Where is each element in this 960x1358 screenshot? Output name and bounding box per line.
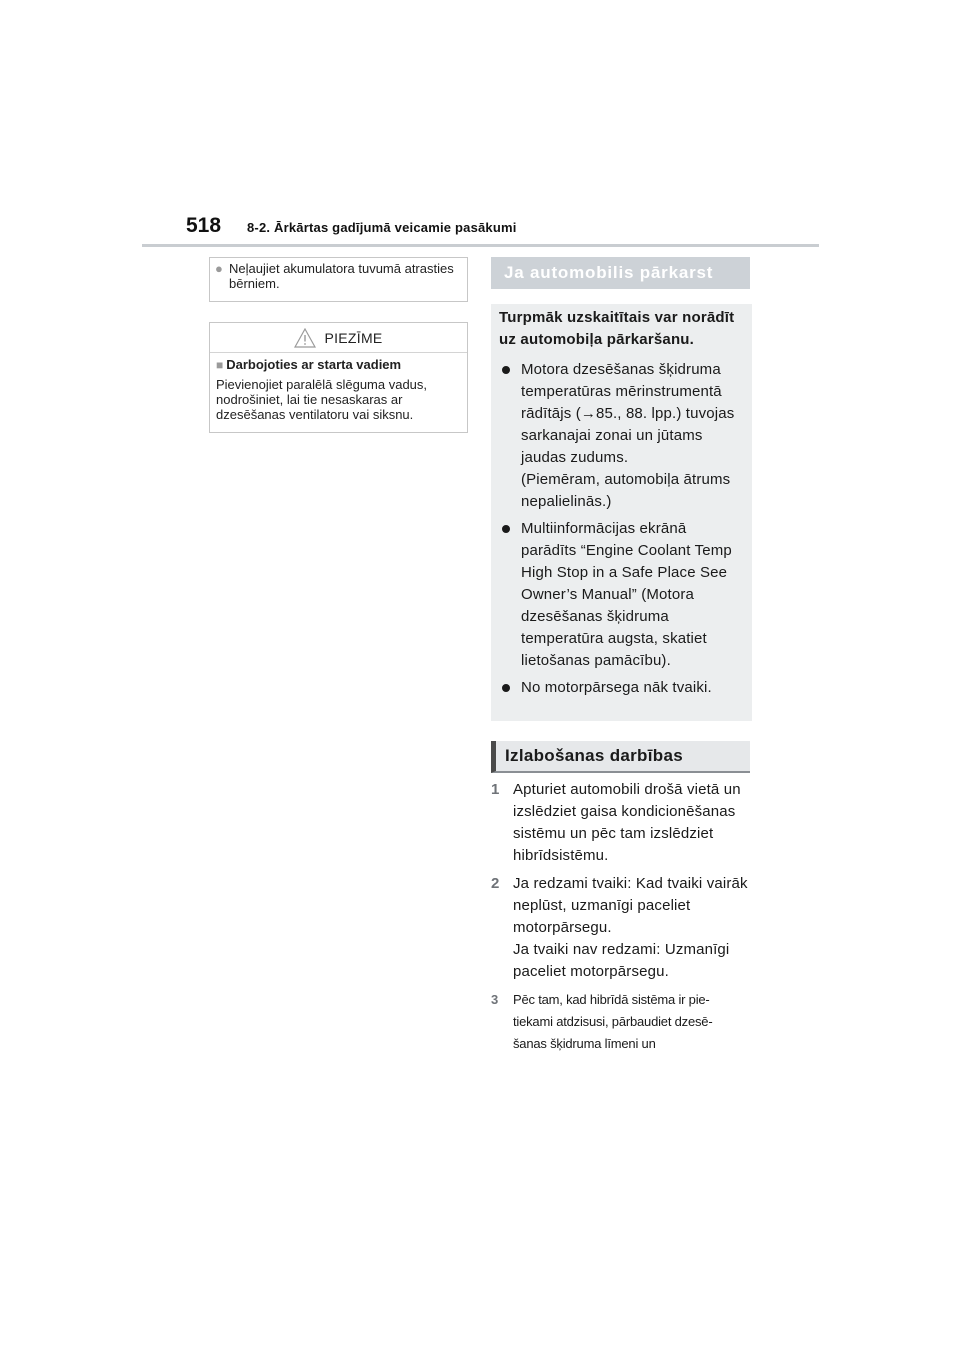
symptom-text: Multiinformācijas ekrānā parādīts “Engine Coolant Temp High Stop in a Safe Place See Owner’s Manual” (Motora dzesēšanas šķidruma temperatūra augsta, skatiet lietošanas pamācību). — [521, 520, 732, 669]
note-subheading-text: Darbojoties ar starta vadiem — [226, 357, 402, 372]
warning-item — [215, 261, 461, 291]
note-title: PIEZĪME — [324, 329, 383, 346]
bullet-dot-icon — [502, 525, 510, 533]
step-text: Ja redzami tvaiki: Kad tvaiki vairāk neplūst, uzmanīgi paceliet motorpārsegu. Ja tvaiki nav redzami: Uzmanīgi paceliet motorpārsegu. — [513, 875, 748, 980]
note-box — [209, 322, 468, 433]
bullet-dot-icon — [502, 366, 510, 374]
overheat-heading: Ja automobilis pārkarst — [491, 257, 750, 289]
step-number: 2 — [491, 875, 500, 892]
warning-continuation-box — [209, 257, 468, 302]
circle-bullet-icon: ● — [215, 261, 223, 276]
step-item — [491, 779, 761, 867]
step-number: 1 — [491, 781, 500, 798]
bullet-dot-icon — [502, 684, 510, 692]
symptom-item — [499, 677, 744, 699]
page-number: 518 — [186, 214, 222, 237]
note-text: Pievienojiet paralēlā slēguma vadus, nodrošiniet, lai tie nesaskaras ar dzesēšanas ventilatoru vai siksnu. — [216, 377, 428, 422]
corrective-actions-heading: Izlabošanas darbības — [491, 741, 750, 773]
symptom-item — [499, 518, 744, 672]
note-header — [210, 323, 467, 353]
overheat-symptoms-panel — [491, 304, 752, 721]
note-subheading — [216, 357, 461, 372]
symptom-item — [499, 359, 744, 513]
section-title: 8-2. Ārkārtas gadījumā veicamie pasākumi — [247, 220, 517, 235]
corrective-steps — [491, 779, 761, 1061]
symptom-text: No motorpārsega nāk tvaiki. — [521, 679, 712, 696]
step-item — [491, 989, 761, 1055]
step-number: 3 — [491, 992, 499, 1007]
caution-triangle-icon — [294, 328, 316, 348]
step-item — [491, 873, 761, 983]
step-text: Pēc tam, kad hibrīdā sistēma ir pie- tiekami atdzisusi, pārbaudiet dzesē- šanas šķidruma līmeni un — [513, 992, 713, 1051]
symptoms-intro: Turpmāk uzskaitītais var norādīt uz automobiļa pārkaršanu. — [499, 309, 735, 348]
warning-item-text: Neļaujiet akumulatora tuvumā atrasties bērniem. — [229, 261, 454, 291]
header-rule — [142, 244, 819, 247]
symptom-text: Motora dzesēšanas šķidruma temperatūras mērinstrumentā rādītājs (→85., 88. lpp.) tuvojas sarkanajai zonai un jūtams jaudas zudums. (Piemēram, automobiļa ātrums nepalielinās.) — [521, 361, 735, 510]
step-text: Apturiet automobili drošā vietā un izslēdziet gaisa kondicionēšanas sistēmu un pēc tam izslēdziet hibrīdsistēmu. — [513, 781, 741, 864]
square-bullet-icon: ■ — [216, 358, 224, 372]
